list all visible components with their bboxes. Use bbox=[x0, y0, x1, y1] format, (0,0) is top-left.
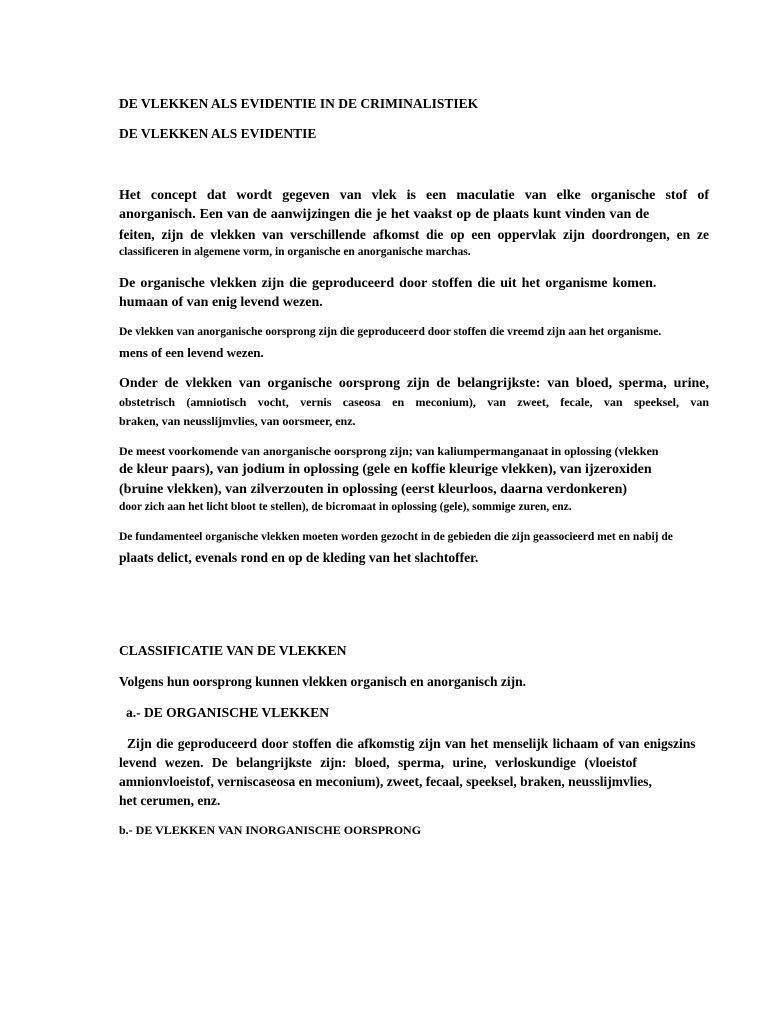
paragraph-line: feiten, zijn de vlekken van verschillende afkomst die op een oppervlak zijn doordrongen, en ze bbox=[119, 227, 709, 242]
subsection-a-heading: a.- DE ORGANISCHE VLEKKEN bbox=[126, 705, 330, 720]
paragraph-line: obstetrisch (amniotisch vocht, vernis caseosa en meconium), van zweet, fecale, van speeksel, van bbox=[119, 395, 709, 409]
paragraph-line: anorganisch. Een van de aanwijzingen die je het vaakst op de plaats kunt vinden van de bbox=[119, 207, 650, 222]
paragraph-line: Zijn die geproduceerd door stoffen die afkomstig zijn van het menselijk lichaam of van enigszins bbox=[127, 736, 696, 751]
paragraph-line: Onder de vlekken van organische oorsprong zijn de belangrijkste: van bloed, sperma, urine, bbox=[119, 376, 709, 391]
section-heading: CLASSIFICATIE VAN DE VLEKKEN bbox=[119, 643, 347, 658]
paragraph-line: classificeren in algemene vorm, in organische en anorganische marchas. bbox=[119, 246, 471, 258]
section-intro: Volgens hun oorsprong kunnen vlekken organisch en anorganisch zijn. bbox=[119, 674, 526, 689]
paragraph-line: De organische vlekken zijn die geproduceerd door stoffen die uit het organisme komen. bbox=[119, 276, 657, 291]
paragraph-line: De vlekken van anorganische oorsprong zijn die geproduceerd door stoffen die vreemd zijn aan het organisme. bbox=[119, 326, 662, 338]
paragraph-line: Het concept dat wordt gegeven van vlek is een maculatie van elke organische stof of bbox=[119, 188, 709, 203]
paragraph-line: braken, van neusslijmvlies, van oorsmeer, enz. bbox=[119, 414, 356, 428]
paragraph-line: de kleur paars), van jodium in oplossing (gele en koffie kleurige vlekken), van ijzeroxiden bbox=[119, 462, 652, 477]
paragraph-line: levend wezen. De belangrijkste zijn: bloed, sperma, urine, verloskundige (vloeistof bbox=[119, 755, 637, 770]
subsection-b-heading: b.- DE VLEKKEN VAN INORGANISCHE OORSPRONG bbox=[119, 823, 422, 837]
paragraph-line: het cerumen, enz. bbox=[119, 793, 221, 808]
paragraph-line: plaats delict, evenals rond en op de kleding van het slachtoffer. bbox=[119, 550, 479, 565]
paragraph-line: humaan of van enig levend wezen. bbox=[119, 295, 323, 310]
document-subtitle: DE VLEKKEN ALS EVIDENTIE bbox=[119, 126, 317, 141]
paragraph-line: door zich aan het licht bloot te stellen), de bicromaat in oplossing (gele), sommige zuren, enz. bbox=[119, 501, 572, 513]
document-title: DE VLEKKEN ALS EVIDENTIE IN DE CRIMINALISTIEK bbox=[119, 96, 479, 111]
paragraph-line: mens of een levend wezen. bbox=[119, 345, 264, 360]
paragraph-line: (bruine vlekken), van zilverzouten in oplossing (eerst kleurloos, daarna verdonkeren) bbox=[119, 482, 628, 497]
paragraph-line: De fundamenteel organische vlekken moeten worden gezocht in de gebieden die zijn geassocieerd met en nabij de bbox=[119, 531, 673, 543]
paragraph-line: amnionvloeistof, verniscaseosa en meconium), zweet, fecaal, speeksel, braken, neusslijmvlies, bbox=[119, 774, 652, 789]
paragraph-line: De meest voorkomende van anorganische oorsprong zijn; van kaliumpermanganaat in oplossing (vlekken bbox=[119, 444, 659, 458]
